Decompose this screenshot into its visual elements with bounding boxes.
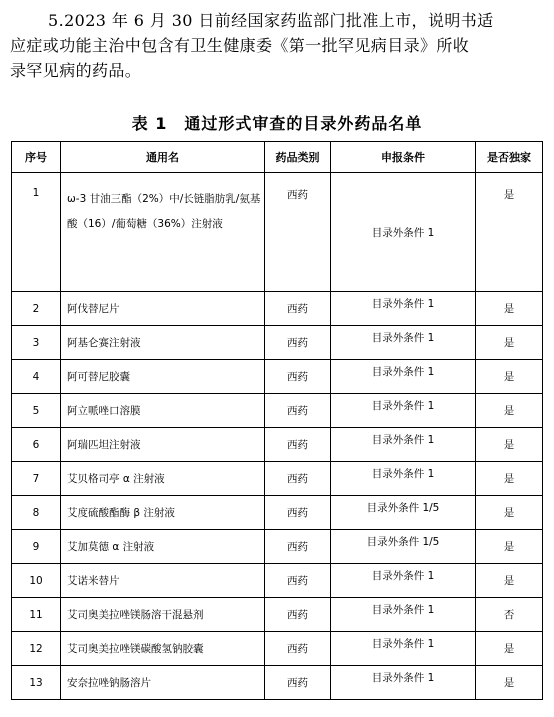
row-condition: 目录外条件 1: [371, 604, 435, 616]
row-name: 阿瑞匹坦注射液: [61, 428, 265, 462]
row-type: 西药: [265, 666, 331, 700]
row-type: 西药: [265, 598, 331, 632]
table-row: [12, 598, 543, 632]
row-no: 8: [12, 496, 61, 530]
row-name: 艾度硫酸酯酶 β 注射液: [61, 496, 265, 530]
row-type: 西药: [265, 632, 331, 666]
row-name: 阿伐替尼片: [61, 292, 265, 326]
row-exclusive: 是: [476, 394, 543, 428]
header-exclusive: 是否独家: [476, 142, 543, 173]
row-condition: 目录外条件 1: [371, 672, 435, 684]
row-no: 7: [12, 462, 61, 496]
table-row: [12, 394, 543, 428]
row-no: 3: [12, 326, 61, 360]
row-exclusive: 是: [476, 564, 543, 598]
row-type: 西药: [265, 360, 331, 394]
row-condition: 目录外条件 1: [371, 366, 435, 378]
row-name: 艾贝格司亭 α 注射液: [61, 462, 265, 496]
row-no: 5: [12, 394, 61, 428]
row-no: 10: [12, 564, 61, 598]
row-exclusive: 是: [476, 462, 543, 496]
table-row: [12, 462, 543, 496]
intro-line: 应症或功能主治中包含有卫生健康委《第一批罕见病目录》所收: [10, 36, 470, 55]
row-condition: 目录外条件 1: [371, 570, 435, 582]
header-condition: 申报条件: [331, 142, 476, 173]
row-no: 12: [12, 632, 61, 666]
row-name: 艾司奥美拉唑镁肠溶干混悬剂: [61, 598, 265, 632]
row-no: 2: [12, 292, 61, 326]
intro-line: 5.2023 年 6 月 30 日前经国家药监部门批准上市，说明书适: [48, 11, 494, 30]
row-type: 西药: [265, 428, 331, 462]
row-no: 11: [12, 598, 61, 632]
row-no: 13: [12, 666, 61, 700]
table-row: [12, 360, 543, 394]
row-exclusive: 是: [476, 360, 543, 394]
table-header-row: [12, 142, 543, 173]
row-type: 西药: [265, 173, 331, 292]
row-type: 西药: [265, 394, 331, 428]
table-row: [12, 496, 543, 530]
row-name: 艾诺米替片: [61, 564, 265, 598]
table-row: [12, 564, 543, 598]
row-no: 1: [12, 173, 61, 292]
row-no: 4: [12, 360, 61, 394]
row-exclusive: 是: [476, 530, 543, 564]
intro-paragraph: [10, 8, 546, 83]
row-no: 9: [12, 530, 61, 564]
table-row: [12, 666, 543, 700]
row-condition: 目录外条件 1: [371, 298, 435, 310]
row-condition: 目录外条件 1: [371, 400, 435, 412]
row-exclusive: 否: [476, 598, 543, 632]
row-type: 西药: [265, 462, 331, 496]
row-condition: 目录外条件 1: [371, 332, 435, 344]
table-row: [12, 530, 543, 564]
row-exclusive: 是: [476, 496, 543, 530]
table-row: [12, 292, 543, 326]
header-no: 序号: [12, 142, 61, 173]
row-name: 艾司奥美拉唑镁碳酸氢钠胶囊: [61, 632, 265, 666]
row-condition: 目录外条件 1: [371, 638, 435, 650]
row-name: 阿立哌唑口溶膜: [61, 394, 265, 428]
header-name: 通用名: [61, 142, 265, 173]
row-exclusive: 是: [476, 292, 543, 326]
row-name: ω-3 甘油三酯（2%）中/长链脂肪乳/氨基酸（16）/葡萄糖（36%）注射液: [61, 173, 265, 292]
row-type: 西药: [265, 496, 331, 530]
drug-list-table: [11, 141, 543, 700]
row-condition: 目录外条件 1: [371, 468, 435, 480]
row-no: 6: [12, 428, 61, 462]
row-name: 阿可替尼胶囊: [61, 360, 265, 394]
row-name: 艾加莫德 α 注射液: [61, 530, 265, 564]
row-name: 安奈拉唑钠肠溶片: [61, 666, 265, 700]
table-row: [12, 428, 543, 462]
row-exclusive: 是: [476, 326, 543, 360]
row-condition: 目录外条件 1: [371, 434, 435, 446]
row-condition: 目录外条件 1/5: [366, 502, 440, 514]
table-row: [12, 173, 543, 292]
row-exclusive: 是: [476, 428, 543, 462]
row-exclusive: 是: [476, 632, 543, 666]
row-condition: 目录外条件 1: [331, 173, 476, 292]
row-type: 西药: [265, 564, 331, 598]
table-row: [12, 326, 543, 360]
row-exclusive: 是: [476, 666, 543, 700]
row-type: 西药: [265, 326, 331, 360]
row-exclusive: 是: [476, 173, 543, 292]
row-name: 阿基仑赛注射液: [61, 326, 265, 360]
table-caption: 表 1 通过形式审查的目录外药品名单: [131, 114, 423, 133]
table-row: [12, 632, 543, 666]
intro-line: 录罕见病的药品。: [10, 61, 142, 80]
row-type: 西药: [265, 292, 331, 326]
row-condition: 目录外条件 1/5: [366, 536, 440, 548]
row-type: 西药: [265, 530, 331, 564]
header-type: 药品类别: [265, 142, 331, 173]
